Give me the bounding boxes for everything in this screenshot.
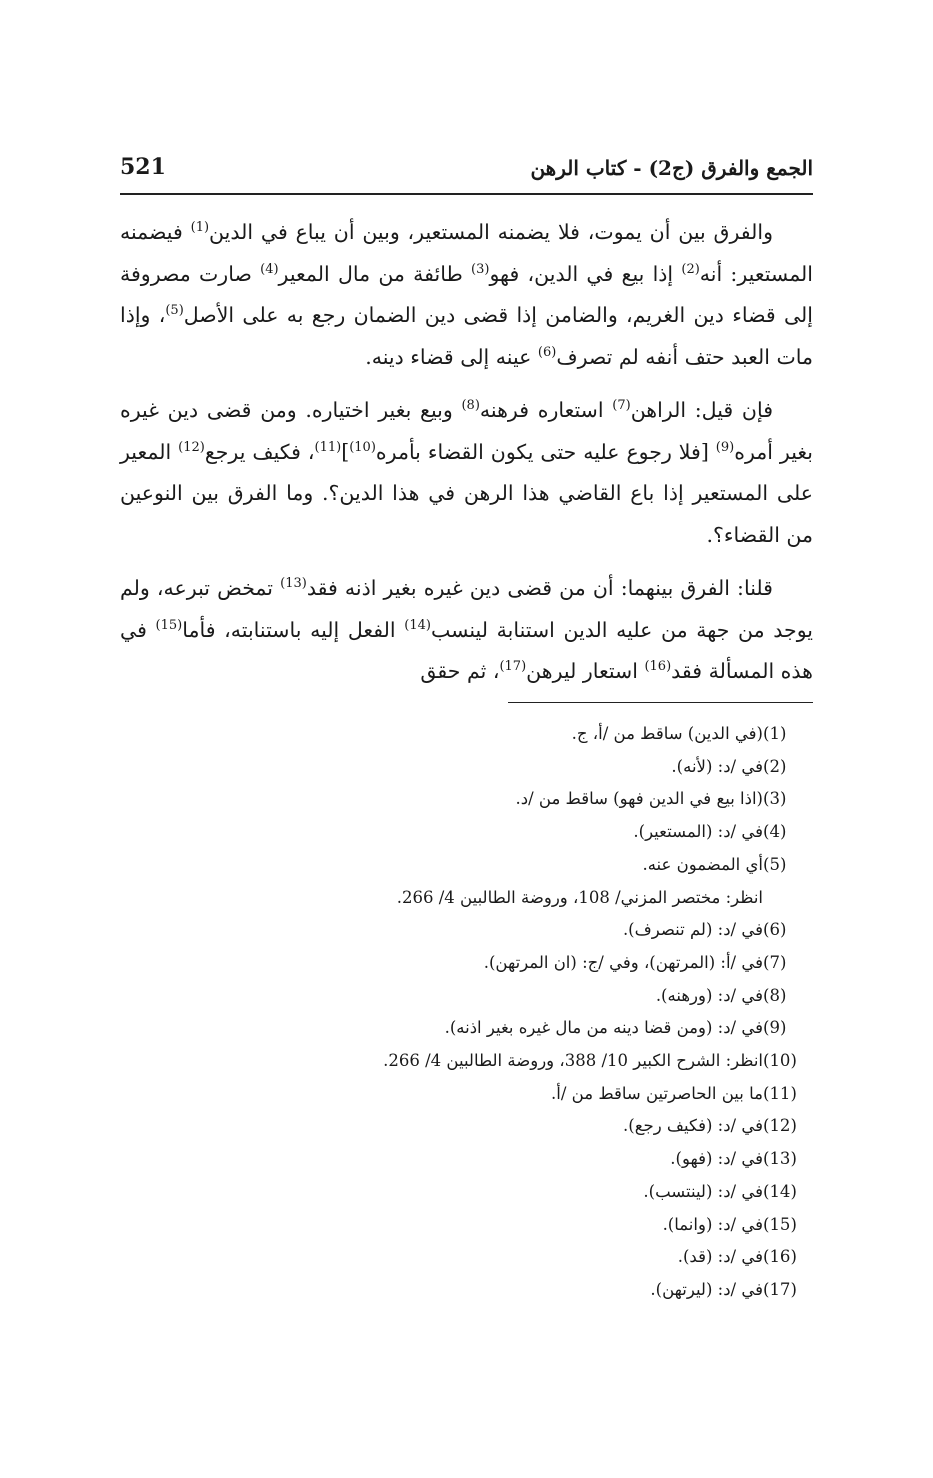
footnote-number: ( 3 )	[763, 783, 813, 816]
footnote	[120, 1176, 813, 1209]
footnote-text: ما بين الحاصرتين ساقط من /أ.	[551, 1083, 763, 1103]
text-run: في هذه المسألة فقد	[120, 617, 813, 683]
footnote	[120, 783, 813, 816]
footnote-ref: (11)	[314, 439, 342, 455]
footnote-text: في /د: (وانما).	[662, 1214, 763, 1234]
footnote-text: في /د: (لأنه).	[671, 756, 763, 776]
footnote	[120, 751, 813, 784]
footnote-ref: (10)	[349, 439, 376, 455]
footnote-number: ( 4 )	[763, 816, 813, 849]
footnote	[120, 1209, 813, 1242]
text-run: ، ثم حقق	[420, 659, 500, 683]
header-title: الجمع والفرق (ج2) - كتاب الرهن	[530, 156, 813, 180]
footnote-text: أي المضمون عنه.	[642, 854, 763, 874]
footnote-ref: (4)	[260, 261, 279, 277]
running-header	[120, 150, 813, 190]
footnote-separator	[508, 702, 813, 703]
footnote-text: في /د: (ليرتهن).	[650, 1279, 763, 1299]
paragraph	[120, 212, 813, 378]
footnote-number: ( 8 )	[763, 980, 813, 1013]
footnote-text: في /د: (قد).	[677, 1247, 763, 1267]
footnote-number: ( 10 )	[763, 1045, 813, 1078]
footnote	[120, 1143, 813, 1176]
footnote	[120, 980, 813, 1013]
page-number: 521	[120, 154, 166, 180]
footnote-text: في /أ: (المرتهن)، وفي /ج: (ان المرتهن).	[483, 952, 763, 972]
text-run: ، وإذا مات العبد حتف أنفه لم تصرف	[120, 303, 813, 369]
text-run: ، فكيف يرجع	[204, 439, 315, 464]
header-rule	[120, 193, 813, 195]
footnote-number: ( 12 )	[763, 1110, 813, 1143]
footnote-number: ( 1 )	[763, 718, 813, 751]
paragraph	[120, 390, 813, 556]
footnote-number: ( 9 )	[763, 1012, 813, 1045]
paragraph	[120, 568, 813, 693]
footnotes	[120, 718, 813, 1307]
footnote-ref: (3)	[471, 261, 490, 277]
text-run: ]	[341, 439, 350, 464]
footnote-text: في /د: (لم تنصرف).	[622, 920, 763, 940]
footnote	[120, 947, 813, 980]
footnote-text: انظر: الشرح الكبير 10/ 388، وروضة الطالبين 4/ 266.	[383, 1051, 763, 1071]
footnote-number: ( 11 )	[763, 1078, 813, 1111]
main-text	[120, 212, 813, 705]
text-run: فيضمنه المستعير: أنه	[120, 220, 813, 286]
text-run: عينه إلى قضاء دينه.	[365, 344, 538, 369]
text-run: طائفة من مال المعير	[278, 261, 472, 286]
footnote	[120, 1078, 813, 1111]
footnote	[120, 1012, 813, 1045]
footnote-number: ( 16 )	[763, 1241, 813, 1274]
footnote-text: في /د: (المستعير).	[633, 822, 763, 842]
text-run: إذا بيع في الدين، فهو	[489, 261, 682, 286]
footnote-number: ( 13 )	[763, 1143, 813, 1176]
text-run: فإن قيل: الراهن	[630, 398, 773, 422]
footnote	[120, 1110, 813, 1143]
footnote-text: انظر: مختصر المزني/ 108، وروضة الطالبين 4/ 266.	[396, 887, 763, 907]
footnote-ref: (15)	[155, 617, 183, 633]
footnote-ref: (9)	[715, 439, 735, 455]
footnote-text: (اذا بيع في الدين فهو) ساقط من /د.	[515, 789, 763, 809]
footnote-text: في /د: (فهو).	[670, 1149, 763, 1169]
footnote-number: ( 2 )	[763, 751, 813, 784]
footnote-number: ( 6 )	[763, 914, 813, 947]
text-run: استعار ليرهن	[526, 659, 645, 683]
footnote	[120, 914, 813, 947]
footnote	[120, 1274, 813, 1307]
text-run: صارت مصروفة إلى قضاء دين الغريم، والضامن إذا قضى دين الضمان رجع به على الأصل	[120, 261, 813, 327]
text-run: استعاره فرهنه	[479, 398, 613, 422]
footnote-ref: (7)	[612, 398, 631, 414]
footnote-ref: (16)	[644, 659, 672, 675]
footnote-text: في /د: (ومن قضا دينه من مال غيره بغير اذنه).	[444, 1018, 763, 1038]
footnote-ref: (13)	[280, 576, 307, 592]
footnote-text: في /د: (فكيف رجع).	[623, 1116, 763, 1136]
text-run: [فلا رجوع عليه حتى يكون القضاء بأمره	[375, 439, 716, 464]
footnote	[120, 1241, 813, 1274]
text-run: المعير على المستعير إذا باع القاضي هذا الرهن في هذا الدين؟. وما الفرق بين النوعين من القضاء؟.	[120, 439, 813, 547]
footnote-ref: (1)	[190, 220, 210, 236]
footnote-number: ( 15 )	[763, 1209, 813, 1242]
footnote	[120, 718, 813, 751]
text-run: الفعل إليه باستنابته، فأما	[182, 617, 405, 642]
text-run: تمخض تبرعه، ولم يوجد من جهة من عليه الدين استنابة لينسب	[120, 576, 813, 642]
footnote-number: ( 5 )	[763, 849, 813, 882]
footnote	[120, 882, 813, 915]
text-run: والفرق بين أن يموت، فلا يضمنه المستعير، وبين أن يباع في الدين	[209, 220, 773, 244]
footnote-ref: (5)	[165, 303, 184, 319]
footnote-number: ( 14 )	[763, 1176, 813, 1209]
footnote	[120, 1045, 813, 1078]
footnote-ref: (12)	[178, 439, 205, 455]
text-run: قلنا: الفرق بينهما: أن من قضى دين غيره بغير اذنه فقد	[306, 576, 773, 600]
footnote	[120, 816, 813, 849]
footnote-text: في /د: (ورهنه).	[655, 985, 763, 1005]
footnote	[120, 849, 813, 882]
footnote-ref: (6)	[537, 344, 557, 360]
footnote-ref: (8)	[461, 398, 480, 414]
footnote-number: ( 7 )	[763, 947, 813, 980]
footnote-ref: (2)	[681, 261, 700, 277]
footnote-number: ( 17 )	[763, 1274, 813, 1307]
footnote-ref: (14)	[404, 617, 431, 633]
footnote-text: في /د: (لينتسب).	[643, 1181, 763, 1201]
footnote-ref: (17)	[499, 659, 527, 675]
footnote-text: (في الدين) ساقط من /أ، ج.	[571, 724, 763, 743]
text-run: وبيع بغير اختياره. ومن قضى دين غيره بغير أمره	[120, 398, 813, 464]
